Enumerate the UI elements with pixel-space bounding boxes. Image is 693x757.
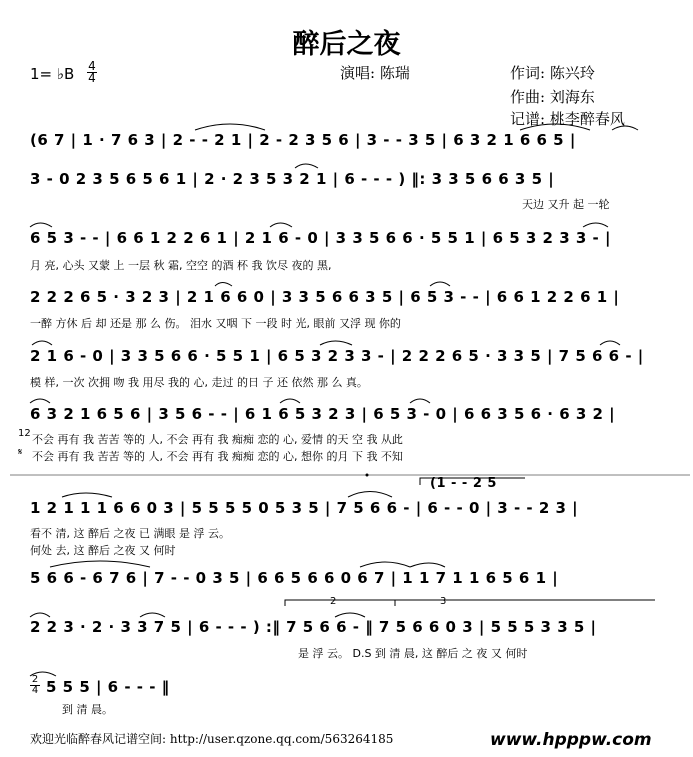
- slur: [348, 492, 392, 498]
- slur: [195, 124, 265, 130]
- slur: [140, 613, 165, 617]
- slur: [583, 223, 608, 227]
- volta-bracket: [395, 600, 655, 606]
- slur: [30, 613, 50, 617]
- volta-2-label: 2: [330, 596, 337, 607]
- slur: [50, 561, 150, 567]
- lyric-row-9: 是 浮 云。 D.S 到 清 晨, 这 醉后 之 夜 又 何时: [298, 647, 528, 660]
- slur: [295, 164, 318, 168]
- slur: [410, 399, 430, 403]
- slur: [270, 223, 292, 227]
- composer-credit: 作曲: 刘海东: [510, 88, 595, 106]
- lyric-row-2: 天边 又升 起 一轮: [522, 198, 610, 211]
- transcriber-credit: 记谱: 桃李醉春风: [510, 110, 625, 128]
- lyric-row-7-verse-1: 看不 清, 这 醉后 之夜 已 满眼 是 浮 云。: [30, 527, 230, 540]
- time-signature: [87, 61, 97, 84]
- slur: [410, 563, 445, 567]
- singer-credit: 演唱: 陈瑞: [340, 64, 410, 82]
- time-signature-bottom: 4: [88, 71, 96, 85]
- segno-sign: 𝄋: [18, 447, 23, 458]
- score-row-7: 1 2 1 1 1 6 6 0 3 | 5 5 5 5 0 5 3 5 | 7 5 6 6 - | 6 - - 0 | 3 - - 2 3 |: [30, 499, 579, 517]
- slur: [335, 613, 365, 617]
- lyric-row-10: 到 清 晨。: [62, 703, 113, 716]
- time-signature-top: 4: [88, 59, 96, 73]
- slur: [280, 399, 300, 403]
- slur: [30, 399, 50, 403]
- footer-credit: 欢迎光临醉春风记谱空间: http://user.qzone.qq.com/563264185: [30, 732, 394, 746]
- measure-number: 12: [18, 428, 31, 439]
- slur: [30, 223, 52, 227]
- volta-bracket: [285, 600, 395, 606]
- slur: [62, 493, 112, 497]
- lyric-row-4: 一醉 方休 后 却 还是 那 么 伤。 泪水 又咽 下 一段 时 光, 眼前 又浮 现 你的: [30, 317, 401, 330]
- score-row-9: 2 2 3 · 2 · 3 3 7 5 | 6 - - - ) :‖ 7 5 6 6 - ‖ 7 5 6 6 0 3 | 5 5 5 3 3 5 |: [30, 618, 597, 636]
- lyric-row-7-verse-2: 何处 去, 这 醉后 之夜 又 何时: [30, 544, 176, 557]
- divider-dot: [366, 474, 369, 477]
- score-row-8: 5 6 6 - 6 7 6 | 7 - - 0 3 5 | 6 6 5 6 6 0 6 7 | 1 1 7 1 1 6 5 6 1 |: [30, 569, 559, 587]
- slur: [32, 341, 52, 345]
- slur: [215, 283, 232, 287]
- time-signature-change: [30, 675, 40, 696]
- slur: [600, 341, 620, 345]
- score-row-5: 2 1 6 - 0 | 3 3 5 6 6 · 5 5 1 | 6 5 3 2 3 3 - | 2 2 2 6 5 · 3 3 5 | 7 5 6 6 - |: [30, 347, 644, 365]
- slur: [360, 562, 410, 567]
- score-row-6: 6 3 2 1 6 5 6 | 3 5 6 - - | 6 1 6 5 3 2 3 | 6 5 3 - 0 | 6 6 3 5 6 · 6 3 2 |: [30, 405, 616, 423]
- song-title: 醉后之夜: [292, 29, 401, 60]
- lyric-row-6-verse-2: 不会 再有 我 苦苦 等的 人, 不会 再有 我 痴痴 恋的 心, 想你 的月 下 我 不知: [32, 450, 403, 463]
- lyric-row-3: 月 亮, 心头 又蒙 上 一层 秋 霜, 空空 的酒 杯 我 饮尽 夜的 黑,: [30, 259, 332, 272]
- bracket-phrase: (1 - - 2 5: [430, 476, 497, 491]
- time-change-top: 2: [31, 674, 39, 685]
- lyricist-credit: 作词: 陈兴玲: [510, 64, 595, 82]
- volta-3-label: 3: [440, 596, 447, 607]
- score-row-3: 6 5 3 - - | 6 6 1 2 2 6 1 | 2 1 6 - 0 | 3 3 5 6 6 · 5 5 1 | 6 5 3 2 3 3 - |: [30, 229, 611, 247]
- score-row-4: 2 2 2 6 5 · 3 2 3 | 2 1 6 6 0 | 3 3 5 6 6 3 5 | 6 5 3 - - | 6 6 1 2 2 6 1 |: [30, 288, 620, 306]
- lyric-row-5: 模 样, 一次 次拥 吻 我 用尽 我的 心, 走过 的日 子 还 依然 那 么 真。: [30, 376, 368, 389]
- lyric-row-6-verse-1: 不会 再有 我 苦苦 等的 人, 不会 再有 我 痴痴 恋的 心, 爱情 的天 空 我 从此: [32, 433, 403, 446]
- key-signature: 1= ♭B: [30, 65, 75, 83]
- score-row-10: 5 5 5 | 6 - - - ‖: [46, 678, 170, 696]
- slur: [430, 282, 450, 286]
- time-change-bottom: 4: [31, 685, 39, 696]
- score-row-1: (6 7 | 1 · 7 6 3 | 2 - - 2 1 | 2 - 2 3 5 6 | 3 - - 3 5 | 6 3 2 1 6 6 5 |: [30, 131, 576, 149]
- slur: [320, 341, 352, 345]
- site-watermark: www.hpppw.com: [490, 730, 652, 750]
- score-row-2: 3 - 0 2 3 5 6 5 6 1 | 2 · 2 3 5 3 2 1 | 6 - - - ) ‖: 3 3 5 6 6 3 5 |: [30, 170, 555, 188]
